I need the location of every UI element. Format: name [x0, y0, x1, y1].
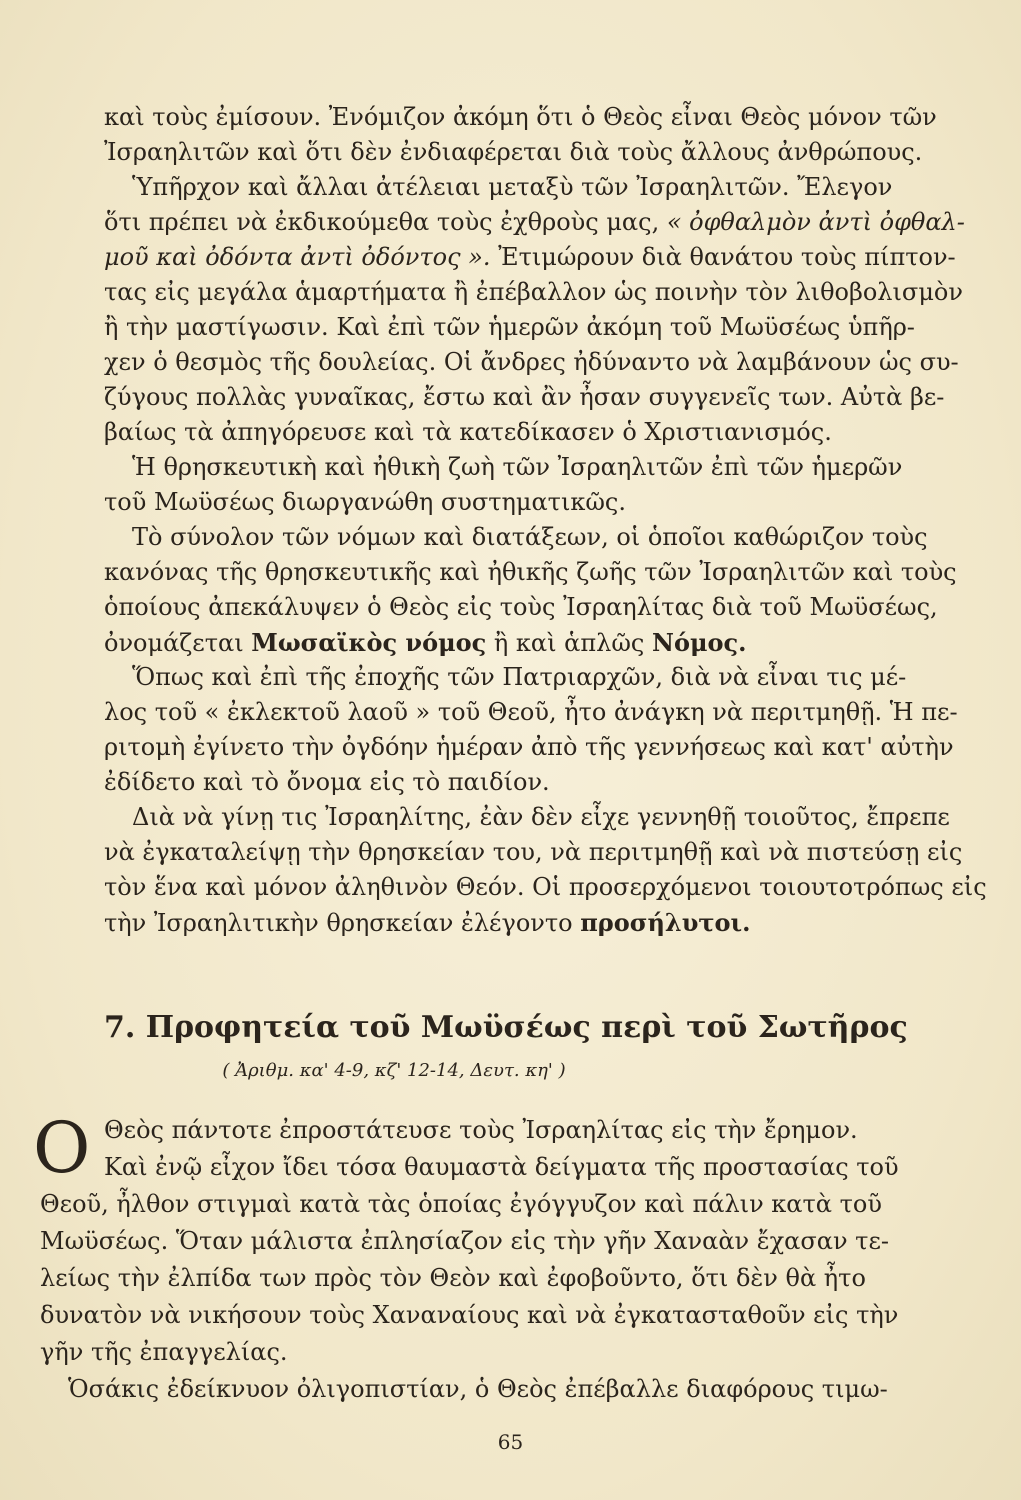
term-bold: Μωσαϊκὸς νόμος	[251, 628, 487, 657]
text-line: ἐδίδετο καὶ τὸ ὄνομα εἰς τὸ παιδίον.	[104, 768, 550, 796]
body-text-section	[40, 1112, 899, 1408]
text-line: χεν ὁ θεσμὸς τῆς δουλείας. Οἱ ἄνδρες ἠδύναντο νὰ λαμβάνουν ὡς συ-	[104, 348, 959, 376]
text-line: τας εἰς μεγάλα ἁμαρτήματα ἢ ἐπέβαλλον ὡς ποινὴν τὸν λιθοβολισμὸν	[104, 278, 963, 306]
term-bold: Νόμος.	[652, 628, 747, 657]
text-line: Θεοῦ, ἦλθον στιγμαὶ κατὰ τὰς ὁποίας ἐγόγγυζον καὶ πάλιν κατὰ τοῦ	[40, 1190, 882, 1218]
drop-cap: Ο	[33, 1107, 91, 1189]
text-line: τοῦ Μωϋσέως διωργανώθη συστηματικῶς.	[104, 488, 626, 516]
text-line: Διὰ νὰ γίνῃ τις Ἰσραηλίτης, ἐὰν δὲν εἶχε γεννηθῇ τοιοῦτος, ἔπρεπε	[132, 803, 950, 831]
text-line: καὶ τοὺς ἐμίσουν. Ἐνόμιζον ἀκόμη ὅτι ὁ Θεὸς εἶναι Θεὸς μόνον τῶν	[104, 103, 937, 131]
text-line: λος τοῦ « ἐκλεκτοῦ λαοῦ » τοῦ Θεοῦ, ἦτο ἀνάγκη νὰ περιτμηθῇ. Ἡ πε-	[104, 698, 958, 726]
text-line	[104, 625, 904, 660]
chapter-title: 7. Προφητεία τοῦ Μωϋσέως περὶ τοῦ Σωτῆρος	[104, 1010, 908, 1045]
text-line	[104, 240, 956, 275]
text-segment: ὅτι πρέπει νὰ ἐκδικούμεθα τοὺς ἐχθροὺς μας,	[104, 208, 667, 236]
text-line: Θεὸς πάντοτε ἐπροστάτευσε τοὺς Ἰσραηλίτας εἰς τὴν ἔρημον.	[104, 1116, 858, 1144]
text-line: δυνατὸν νὰ νικήσουν τοὺς Χαναναίους καὶ νὰ ἐγκατασταθοῦν εἰς τὴν	[40, 1301, 899, 1329]
text-segment: Ἐτιμώρουν διὰ θανάτου τοὺς πίπτον-	[490, 243, 956, 271]
text-segment: ἢ καὶ ἁπλῶς	[486, 629, 652, 657]
text-line: ἢ τὴν μαστίγωσιν. Καὶ ἐπὶ τῶν ἡμερῶν ἀκόμη τοῦ Μωϋσέως ὑπῆρ-	[104, 313, 915, 341]
text-line: βαίως τὰ ἀπηγόρευσε καὶ τὰ κατεδίκασεν ὁ Χριστιανισμός.	[104, 418, 832, 446]
text-line: Ὅπως καὶ ἐπὶ τῆς ἐποχῆς τῶν Πατριαρχῶν, διὰ νὰ εἶναι τις μέ-	[132, 663, 907, 691]
text-line: Ὑπῆρχον καὶ ἄλλαι ἀτέλειαι μεταξὺ τῶν Ἰσραηλιτῶν. Ἔλεγον	[132, 173, 893, 201]
quote-italic: « ὀφθαλμὸν ἀντὶ ὀφθαλ-	[666, 208, 965, 236]
text-line: γῆν τῆς ἐπαγγελίας.	[40, 1338, 288, 1366]
text-line: ριτομὴ ἐγίνετο τὴν ὀγδόην ἡμέραν ἀπὸ τῆς γεννήσεως καὶ κατ' αὐτὴν	[104, 733, 954, 761]
text-line	[104, 205, 965, 240]
text-line	[104, 905, 904, 940]
text-segment: ὀνομάζεται	[104, 629, 252, 657]
quote-italic: μοῦ καὶ ὀδόντα ἀντὶ ὀδόντος ».	[104, 243, 491, 271]
text-line: Καὶ ἐνῷ εἶχον ἴδει τόσα θαυμαστὰ δείγματα τῆς προστασίας τοῦ	[104, 1153, 899, 1181]
text-line: λείως τὴν ἐλπίδα των πρὸς τὸν Θεὸν καὶ ἐφοβοῦντο, ὅτι δὲν θὰ ἦτο	[40, 1264, 866, 1292]
text-segment: τὴν Ἰσραηλιτικὴν θρησκείαν ἐλέγοντο	[104, 909, 581, 937]
text-line: κανόνας τῆς θρησκευτικῆς καὶ ἠθικῆς ζωῆς τῶν Ἰσραηλιτῶν καὶ τοὺς	[104, 558, 957, 586]
text-line: ὁποίους ἀπεκάλυψεν ὁ Θεὸς εἰς τοὺς Ἰσραηλίτας διὰ τοῦ Μωϋσέως,	[104, 593, 938, 621]
text-line: Ἡ θρησκευτικὴ καὶ ἠθικὴ ζωὴ τῶν Ἰσραηλιτῶν ἐπὶ τῶν ἡμερῶν	[132, 453, 903, 481]
text-line: ζύγους πολλὰς γυναῖκας, ἔστω καὶ ἂν ἦσαν συγγενεῖς των. Αὐτὰ βε-	[104, 383, 945, 411]
chapter-reference: ( Ἀριθμ. κα' 4-9, κζ' 12-14, Δευτ. κη' )	[222, 1060, 566, 1081]
text-line: νὰ ἐγκαταλείψῃ τὴν θρησκείαν του, νὰ περιτμηθῇ καὶ νὰ πιστεύσῃ εἰς	[104, 838, 963, 866]
term-bold: προσήλυτοι.	[580, 908, 751, 937]
body-text-top	[104, 100, 987, 940]
text-line: Ἰσραηλιτῶν καὶ ὅτι δὲν ἐνδιαφέρεται διὰ τοὺς ἄλλους ἀνθρώπους.	[104, 138, 923, 166]
text-line: Ὁσάκις ἐδείκνυον ὀλιγοπιστίαν, ὁ Θεὸς ἐπέβαλλε διαφόρους τιμω-	[68, 1375, 888, 1403]
text-line: Μωϋσέως. Ὅταν μάλιστα ἐπλησίαζον εἰς τὴν γῆν Χαναὰν ἔχασαν τε-	[40, 1227, 889, 1255]
text-line: Τὸ σύνολον τῶν νόμων καὶ διατάξεων, οἱ ὁποῖοι καθώριζον τοὺς	[132, 523, 928, 551]
page-number: 65	[497, 1430, 524, 1454]
text-line: τὸν ἕνα καὶ μόνον ἀληθινὸν Θεόν. Οἱ προσερχόμενοι τοιουτοτρόπως εἰς	[104, 873, 987, 901]
